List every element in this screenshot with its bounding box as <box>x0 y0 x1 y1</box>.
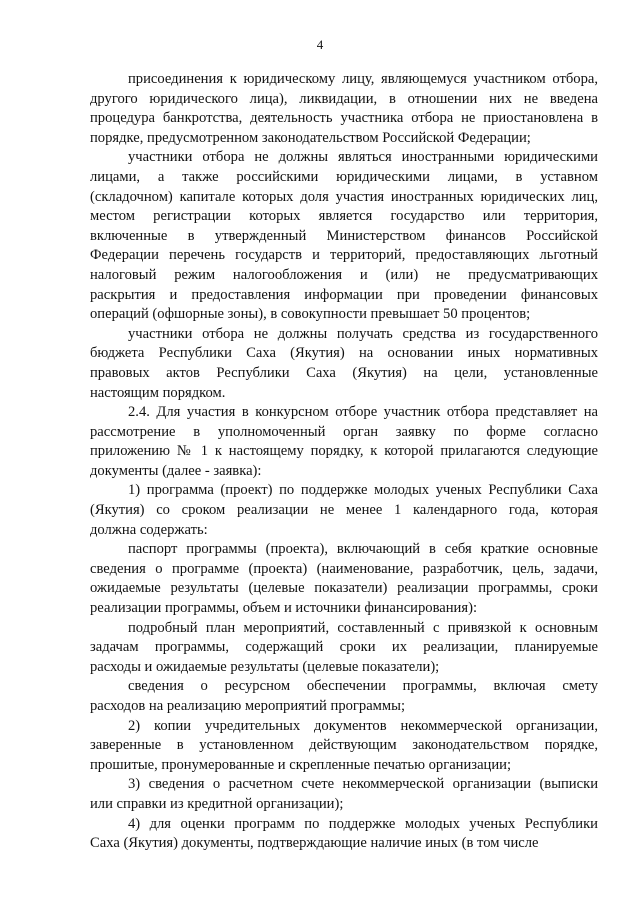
text-line: (складочном) капитале которых доля участия иностранных юридических лиц, <box>90 188 598 205</box>
text-line: расходов на реализацию мероприятий программы; <box>90 698 406 714</box>
paragraph <box>90 148 598 324</box>
text-line: порядке, предусмотренном законодательством Российской Федерации; <box>90 129 531 146</box>
text-line: другого юридического лица), ликвидации, в отношении них не введена <box>90 90 598 107</box>
text-line: задачам программы, содержащий сроки их реализации, планируемые <box>90 639 598 656</box>
text-line: реализации программы, объем и источники финансирования): <box>90 600 477 617</box>
text-line: паспорт программы (проекта), включающий в себя краткие основные <box>128 541 598 558</box>
text-line: должна содержать: <box>90 521 208 538</box>
text-line: (Якутия) со сроком реализации не менее 1 календарного года, которая <box>90 502 598 519</box>
text-line: рассмотрение в уполномоченный орган заявку по форме согласно <box>90 423 598 440</box>
paragraph <box>90 70 598 148</box>
text-line: заверенные в установленном действующим законодательством порядке, <box>90 737 598 754</box>
text-line: 4) для оценки программ по поддержке молодых ученых Республики <box>128 815 598 832</box>
text-line: участники отбора не должны получать средства из государственного <box>128 325 598 342</box>
text-line: Саха (Якутия) документы, подтверждающие наличие иных (в том числе <box>90 835 539 852</box>
text-line: Федерации перечень государств и территорий, предоставляющих льготный <box>90 247 598 264</box>
text-line: процедура банкротства, деятельность участника отбора не приостановлена в <box>90 110 598 127</box>
text-line: или справки из кредитной организации); <box>90 795 344 812</box>
text-line: расходы и ожидаемые результаты (целевые показатели); <box>90 658 440 675</box>
text-line: ожидаемые результаты (целевые показатели) реализации программы, сроки <box>90 580 598 597</box>
text-line: приложению № 1 к настоящему порядку, к которой прилагаются следующие <box>90 443 598 460</box>
text-line: 2) копии учредительных документов некоммерческой организации, <box>128 717 598 734</box>
paragraph <box>90 815 598 854</box>
text-line: участники отбора не должны являться иностранными юридическими <box>128 149 598 166</box>
text-line: 2.4. Для участия в конкурсном отборе участник отбора представляет на <box>128 404 598 421</box>
text-line: присоединения к юридическому лицу, являющемуся участником отбора, <box>128 71 598 87</box>
text-line: сведения о программе (проекта) (наименование, разработчик, цель, задачи, <box>90 560 598 577</box>
text-line: подробный план мероприятий, составленный с привязкой к основным <box>128 619 598 636</box>
text-line: 1) программа (проект) по поддержке молодых ученых Республики Саха <box>128 482 598 499</box>
text-line: прошитые, пронумерованные и скрепленные печатью организации; <box>90 756 512 773</box>
paragraph <box>90 775 598 814</box>
text-line: включенные в утвержденный Министерством финансов Российской <box>90 227 598 244</box>
paragraph <box>90 325 598 403</box>
text-line: документы (далее - заявка): <box>90 462 262 479</box>
text-line: местом регистрации которых является государство или территория, <box>90 208 598 225</box>
paragraph <box>90 403 598 481</box>
paragraph <box>90 619 598 678</box>
page-number: 4 <box>316 37 324 52</box>
document-body <box>90 70 598 854</box>
text-line: налоговый режим налогообложения и (или) не предусматривающих <box>90 266 598 283</box>
paragraph <box>90 540 598 618</box>
text-line: бюджета Республики Саха (Якутия) на основании иных нормативных <box>90 345 598 362</box>
text-line: сведения о ресурсном обеспечении программы, включая смету <box>128 678 598 695</box>
text-line: правовых актов Республики Саха (Якутия) на цели, установленные <box>90 364 598 381</box>
paragraph <box>90 677 598 716</box>
text-line: настоящим порядком. <box>90 384 226 401</box>
paragraph <box>90 481 598 540</box>
text-line: 3) сведения о расчетном счете некоммерческой организации (выписки <box>128 776 598 793</box>
text-line: операций (офшорные зоны), в совокупности превышает 50 процентов; <box>90 306 531 323</box>
text-line: лицами, а также российскими юридическими лицами, в уставном <box>90 168 598 185</box>
paragraph <box>90 717 598 776</box>
text-line: раскрытия и предоставления информации при проведении финансовых <box>90 286 598 303</box>
